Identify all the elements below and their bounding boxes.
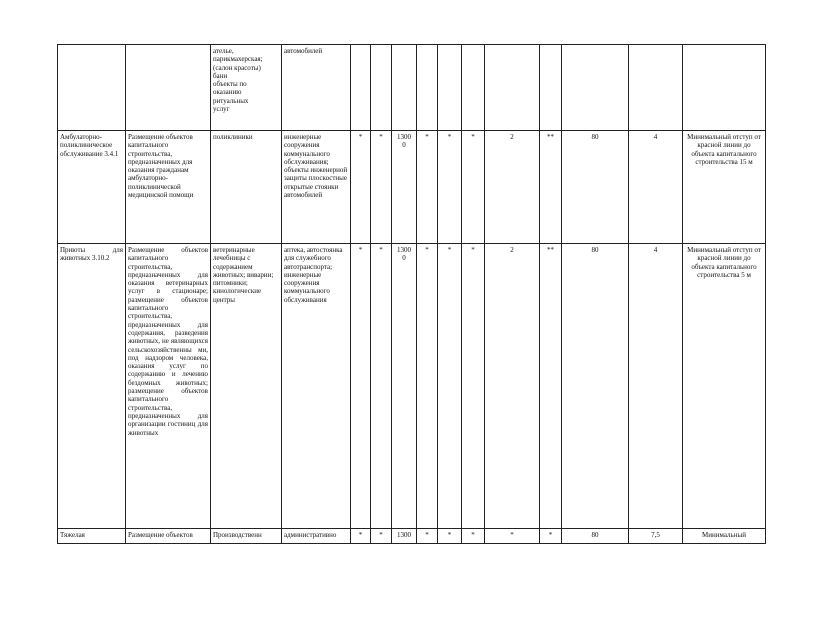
table-cell: 1300 <box>392 529 417 544</box>
table-cell: * <box>438 131 462 244</box>
table-row <box>58 529 766 544</box>
table-cell: 2 <box>485 244 540 529</box>
table-cell: Производственн <box>211 529 282 544</box>
table-cell: * <box>417 131 438 244</box>
table-cell: Приюты для животных 3.10.2 <box>58 244 126 529</box>
table-cell: поликлиники <box>211 131 282 244</box>
table-cell: * <box>371 529 392 544</box>
table-cell: * <box>417 244 438 529</box>
table-cell: ** <box>540 244 562 529</box>
table-cell <box>417 45 438 131</box>
table-cell: 1300 0 <box>392 244 417 529</box>
table-cell: 1300 0 <box>392 131 417 244</box>
table-cell <box>462 45 485 131</box>
table-cell <box>438 45 462 131</box>
table-cell: * <box>462 244 485 529</box>
table-cell: Размещение объектов капитального строительства, предназначенных для оказания гражданам амбулаторно-поликлинической медицинской помощи <box>126 131 211 244</box>
table-cell: 7,5 <box>629 529 683 544</box>
table-cell <box>392 45 417 131</box>
table-cell: 2 <box>485 131 540 244</box>
table-cell: 4 <box>629 244 683 529</box>
table-cell: * <box>438 529 462 544</box>
table-cell: ветеринарные лечебницы с содержанием животных; виварии; питомники; кинологические центры <box>211 244 282 529</box>
zoning-regulations-table <box>57 44 766 544</box>
table-cell: Амбулаторно-поликлиническое обслуживание 3.4.1 <box>58 131 126 244</box>
table-cell: * <box>485 529 540 544</box>
table-cell: Тяжелая <box>58 529 126 544</box>
table-cell: 80 <box>562 244 629 529</box>
table-cell: Размещение объектов капитального строительства, предназначенных для оказания ветеринарных услуг в стационаре; размещение объектов капитального строительства, предназначенных для содержания, разведения животных, не являющихся сельскохозяйственны ми, под надзором человека, оказания услуг по содержанию и лечению бездомных животных; размещение объектов капитального строительства, предназначенных для организации гостиниц для животных <box>126 244 211 529</box>
table-cell <box>683 45 766 131</box>
table-cell: инженерные сооружения коммунального обслуживания; объекты инженерной защиты плоскостные открытые стоянки автомобилей <box>282 131 351 244</box>
table-cell: * <box>417 529 438 544</box>
table-cell <box>126 45 211 131</box>
table-cell <box>629 45 683 131</box>
table-row <box>58 45 766 131</box>
table-cell <box>485 45 540 131</box>
table-cell <box>540 45 562 131</box>
table-cell: ателье, парикмахерская; (салон красоты) бани объекты по оказанию ритуальных услуг <box>211 45 282 131</box>
table-cell: Минимальный <box>683 529 766 544</box>
table-cell: Минимальный отступ от красной линии до объекта капитального строительства 15 м <box>683 131 766 244</box>
table-cell: * <box>540 529 562 544</box>
table-cell: * <box>438 244 462 529</box>
table-cell: Минимальный отступ от красной линии до объекта капитального строительства 5 м <box>683 244 766 529</box>
table-cell: * <box>351 131 371 244</box>
table-row <box>58 131 766 244</box>
table-cell <box>562 45 629 131</box>
table-cell: 80 <box>562 529 629 544</box>
table-cell <box>351 45 371 131</box>
table-cell: 80 <box>562 131 629 244</box>
table-cell: * <box>351 244 371 529</box>
table-cell: административно <box>282 529 351 544</box>
table-cell <box>58 45 126 131</box>
table-cell: Размещение объектов <box>126 529 211 544</box>
table-cell <box>371 45 392 131</box>
table-cell: * <box>462 529 485 544</box>
table-cell: * <box>351 529 371 544</box>
table-cell: * <box>371 244 392 529</box>
table-cell: 4 <box>629 131 683 244</box>
table-cell: аптека, автостоянка для служебного автотранспорта; инженерные сооружения коммунального обслуживания <box>282 244 351 529</box>
table-cell: * <box>371 131 392 244</box>
table-row <box>58 244 766 529</box>
table-cell: * <box>462 131 485 244</box>
table-cell: автомобилей <box>282 45 351 131</box>
table-cell: ** <box>540 131 562 244</box>
